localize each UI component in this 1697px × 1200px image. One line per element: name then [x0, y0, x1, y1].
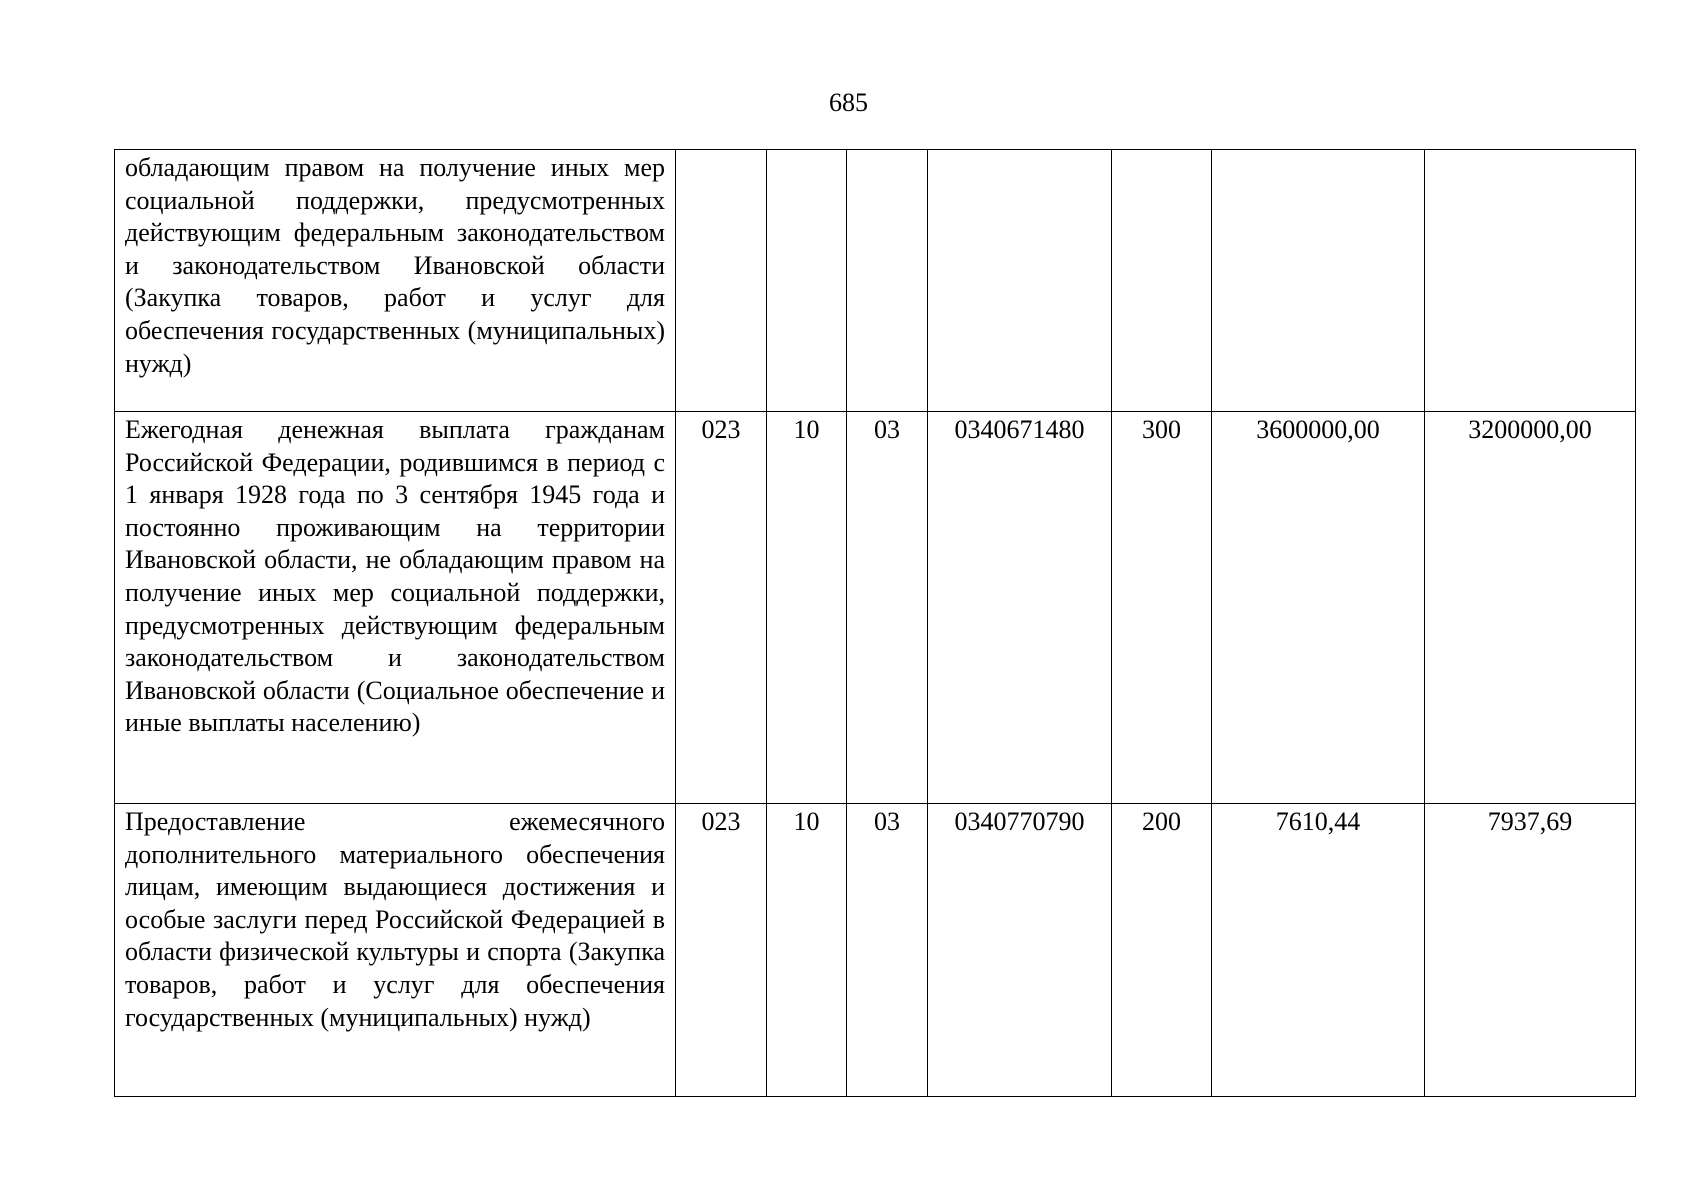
- target-article-cell: 0340671480: [928, 412, 1112, 804]
- target-article-cell: [928, 150, 1112, 412]
- subsection-code-cell: 03: [847, 804, 928, 1097]
- expense-type-cell: [1112, 150, 1212, 412]
- row-description: [115, 412, 676, 804]
- row-description: [115, 150, 676, 412]
- amount-year2-cell: 3200000,00: [1425, 412, 1636, 804]
- amount-year2-cell: 7937,69: [1425, 804, 1636, 1097]
- amount-year1-cell: 3600000,00: [1212, 412, 1425, 804]
- section-code-cell: 10: [767, 804, 847, 1097]
- section-code-cell: 10: [767, 412, 847, 804]
- row-description-text: Ежегодная денежная выплата гражданам Российской Федерации, родившимся в период с 1 января 1928 года по 3 сентября 1945 года и постоянно проживающим на территории Ивановской области, не обладающим правом на получение иных мер социальной поддержки, предусмотренных действующим федеральным законодательством и законодательством Ивановской области (Социальное обеспечение и иные выплаты населению): [125, 415, 665, 738]
- subsection-code-cell: [847, 150, 928, 412]
- subsection-code-cell: 03: [847, 412, 928, 804]
- row-description-text: Предоставление ежемесячного дополнительного материального обеспечения лицам, имеющим выдающиеся достижения и особые заслуги перед Российской Федерацией в области физической культуры и спорта (Закупка товаров, работ и услуг для обеспечения государственных (муниципальных) нужд): [125, 807, 665, 1032]
- ministry-code-cell: 023: [676, 412, 767, 804]
- target-article-cell: 0340770790: [928, 804, 1112, 1097]
- amount-year1-cell: [1212, 150, 1425, 412]
- row-description-text: обладающим правом на получение иных мер социальной поддержки, предусмотренных действующим федеральным законодательством и законодательством Ивановской области (Закупка товаров, работ и услуг для обеспечения государственных (муниципальных) нужд): [125, 153, 665, 378]
- ministry-code-cell: 023: [676, 804, 767, 1097]
- section-code-cell: [767, 150, 847, 412]
- page-number: 685: [829, 88, 868, 117]
- expense-type-cell: 300: [1112, 412, 1212, 804]
- expense-type-cell: 200: [1112, 804, 1212, 1097]
- table-row: [115, 804, 1636, 1097]
- row-description: [115, 804, 676, 1097]
- budget-table: [114, 149, 1636, 1097]
- table-row: [115, 412, 1636, 804]
- amount-year2-cell: [1425, 150, 1636, 412]
- ministry-code-cell: [676, 150, 767, 412]
- amount-year1-cell: 7610,44: [1212, 804, 1425, 1097]
- table-row: [115, 150, 1636, 412]
